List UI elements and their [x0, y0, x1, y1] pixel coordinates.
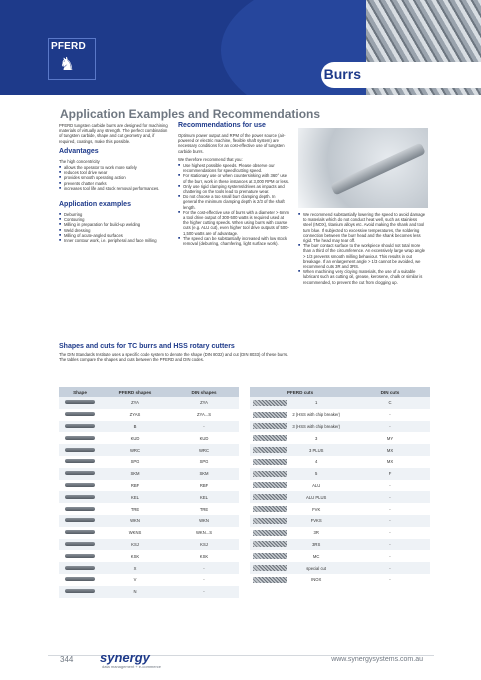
pferd-shape-cell: KSK: [130, 553, 140, 559]
header-shape: Shape: [59, 387, 101, 397]
shape-icon: [59, 409, 101, 421]
table-row: [59, 586, 239, 598]
table-row: [59, 539, 239, 551]
brand-name: PFERD: [51, 41, 86, 52]
burr-shape-icon: [65, 577, 95, 581]
pferd-shape-cell: V: [133, 577, 137, 583]
cuts-table-body: [250, 397, 430, 586]
shape-icon: [59, 444, 101, 456]
pferd-cut-cell: [250, 574, 350, 586]
list-item: ■ reduces tool drive wear: [59, 170, 171, 175]
din-shape-cell: -: [169, 421, 239, 433]
pferd-cut-cell: [250, 491, 350, 503]
pferd-cut-cell: [250, 456, 350, 468]
pferd-shape-cell: ZYAS: [129, 412, 141, 418]
pferd-shape-cell: KEL: [101, 491, 169, 503]
shapes-table-body: [59, 397, 239, 598]
shapes-heading: Shapes and cuts for TC burrs and HSS rotary cutters: [59, 343, 235, 350]
middle-column: [178, 120, 290, 246]
burr-shape-icon: [65, 424, 95, 428]
table-row: [250, 491, 430, 503]
shape-icon: [59, 539, 101, 551]
din-shape-cell: -: [169, 562, 239, 574]
pferd-shape-cell: KSJ: [101, 539, 169, 551]
shape-icon: [59, 491, 101, 503]
recommendations-advise: We therefore recommend that you:: [178, 156, 243, 162]
table-row: [250, 480, 430, 492]
din-shape-cell: WRC: [169, 444, 239, 456]
footer-url[interactable]: www.synergysystems.com.au: [331, 656, 423, 663]
din-shape-cell: ZYA: [169, 397, 239, 409]
list-item: ■ Milling in preparation for build-up welding: [59, 222, 171, 227]
table-row: [250, 397, 430, 409]
burr-shape-icon: [65, 507, 95, 511]
din-cut-cell: MX: [386, 459, 394, 465]
table-header-row: [250, 387, 430, 397]
din-shape-cell: SKM: [169, 468, 239, 480]
advantages-heading: Advantages: [59, 147, 99, 155]
din-shape-cell: KEL: [169, 491, 239, 503]
pferd-cut-cell: [250, 444, 350, 456]
shape-icon: [59, 480, 101, 492]
header-pferd-shapes: PFERD shapes: [101, 387, 169, 397]
burr-shape-icon: [65, 530, 95, 534]
pferd-cut-label: ALU PLUS: [306, 494, 327, 500]
table-row: [59, 421, 239, 433]
pferd-cut-label: 5: [315, 471, 318, 477]
left-column: [59, 123, 171, 243]
right-recommendations-list: [298, 212, 426, 285]
din-shape-cell: TRE: [199, 506, 209, 512]
shapes-table: [59, 387, 239, 598]
list-item: ■ provides smooth operating action: [59, 175, 171, 180]
cut-pattern-icon: [253, 400, 287, 406]
pferd-cut-label: 3: [315, 435, 318, 441]
pferd-cut-cell: [250, 421, 350, 433]
din-cut-cell: -: [350, 491, 430, 503]
din-shape-cell: KSJ: [169, 539, 239, 551]
burr-shape-icon: [65, 495, 95, 499]
list-item: ■ For the cost-effective use of burrs with a diameter > 6mm a tool drive output of 300-500 watts is required used at the higher cutting speeds. When using burrs with coarse cuts (e.g. ALU cut), even higher tool drive outputs of 500-1,500 watts are of advantage.: [178, 210, 290, 236]
advantages-intro: The high concentricity: [59, 158, 100, 164]
header-din-shapes: DIN shapes: [169, 387, 239, 397]
cut-pattern-icon: [253, 412, 287, 418]
shape-icon: [59, 397, 101, 409]
pferd-shape-cell: ZYA: [101, 397, 169, 409]
header-din-cuts: DIN cuts: [350, 387, 430, 397]
pferd-cut-label: FVKS: [310, 518, 322, 524]
shapes-text: [59, 352, 289, 362]
pferd-cut-label: 3RS: [312, 541, 321, 547]
shape-icon: [59, 421, 101, 433]
pferd-cut-cell: [250, 432, 350, 444]
table-row: [250, 421, 430, 433]
list-item: ■ Do not choose a too small burr clamping depth. In general the minimum clamping depth is 2/3 of the shaft length.: [178, 194, 290, 210]
list-item: ■ Only use rigid clamping systems/drives as impacts and chattering on the tools lead to premature wear.: [178, 184, 290, 194]
din-cut-cell: -: [350, 539, 430, 551]
table-row: [250, 539, 430, 551]
list-item: ■ The burr contact surface to the workpiece should not total more than a third of the circumference. An excessively large wrap angle > 1/3 prevents smooth milling behaviour. This results in out breakage. If an enlargement angle > 1/3 cannot be avoided, we recommend cuts 3R and 3RS.: [298, 243, 426, 269]
burr-shape-icon: [65, 566, 95, 570]
burr-shape-icon: [65, 483, 95, 487]
shapes-text-1: The DIN Standards Institute uses a specific code system to denote the shape (DIN 8032) and cut (DIN 8033) of these burrs.: [59, 352, 289, 357]
cut-pattern-icon: [253, 423, 287, 429]
table-row: [250, 550, 430, 562]
table-row: [250, 562, 430, 574]
table-row: [59, 574, 239, 586]
pferd-cut-label: special cut: [306, 565, 327, 571]
table-row: [250, 409, 430, 421]
intro-text: PFERD tungsten carbide burrs are designed for machining materials of virtually any strength. The perfect combination of tungsten carbide, shape and cut geometry and, if required, coatings, make this possible.: [59, 123, 168, 144]
burr-shape-icon: [65, 412, 95, 416]
list-item: ■ Inner contour work, i.e. peripheral and face milling: [59, 238, 171, 243]
applications-list: [59, 212, 171, 243]
table-row: [59, 409, 239, 421]
burr-shape-icon: [65, 436, 95, 440]
pferd-cut-label: 3 (HSS with chip breaker): [292, 423, 341, 429]
recommendations-heading: Recommendations for use: [178, 122, 266, 129]
table-row: [59, 480, 239, 492]
pferd-cut-label: ALU: [312, 482, 321, 488]
right-column: [298, 212, 426, 285]
burr-shape-icon: [65, 589, 95, 593]
cut-pattern-icon: [253, 518, 287, 524]
din-cut-cell: -: [389, 530, 391, 536]
shapes-text-2: The tables compare the shapes and cuts between the PFERD and DIN codes.: [59, 357, 205, 363]
pferd-cut-cell: [250, 527, 350, 539]
shape-icon: [59, 515, 101, 527]
pferd-shape-cell: KUD: [130, 435, 140, 441]
table-row: [250, 468, 430, 480]
list-item: ■ Deburring: [59, 212, 171, 217]
grinder-photo: [298, 128, 428, 208]
din-shape-cell: WKN...S: [195, 530, 213, 536]
page-number: 344: [60, 655, 74, 664]
din-cut-cell: -: [350, 515, 430, 527]
pferd-cut-label: MC: [312, 553, 320, 559]
din-shape-cell: -: [203, 577, 205, 583]
burr-shape-icon: [65, 542, 95, 546]
table-row: [59, 432, 239, 444]
list-item: ■ We recommend substantially lowering the speed to avoid damage to materials which do not conduct heat well, such as stainless steel (INOX), titanium alloys etc. Avoid making the shank and tool turn blue. If subjected to excessive temperatures, the soldering connection between the burr head and the shank becomes less rigid. The head may tear off.: [298, 212, 426, 243]
burr-shape-icon: [65, 459, 95, 463]
synergy-tagline: data management + e-commerce: [102, 664, 162, 669]
shape-icon: [59, 586, 101, 598]
table-row: [59, 468, 239, 480]
shape-icon: [59, 562, 101, 574]
burr-shape-icon: [65, 400, 95, 404]
pferd-cut-cell: [250, 539, 350, 551]
din-shape-cell: RBF: [199, 482, 209, 488]
table-header-row: [59, 387, 239, 397]
list-item: ■ Weld dressing: [59, 228, 171, 233]
pferd-cut-cell: [250, 550, 350, 562]
cut-pattern-icon: [253, 494, 287, 500]
din-cut-cell: -: [389, 577, 391, 583]
din-cut-cell: -: [389, 506, 391, 512]
list-item: ■ When machining very cloying materials, the use of a suitable lubricant such as cutting oil, grease, kerosene, chalk or similar is recommended, to prevent the cut from clogging up.: [298, 269, 426, 285]
pferd-cut-label: 3 PLUS: [308, 447, 324, 453]
table-row: [250, 527, 430, 539]
header-pferd-cuts: PFERD cuts: [250, 387, 350, 397]
cut-pattern-icon: [253, 530, 287, 536]
horse-icon: ♞: [59, 54, 76, 74]
pferd-cut-label: FVK: [312, 506, 321, 512]
pferd-cut-label: 1: [315, 400, 318, 406]
pferd-shape-cell: RBF: [130, 482, 140, 488]
pferd-cut-label: 4: [315, 459, 318, 465]
din-cut-cell: MX: [350, 444, 430, 456]
list-item: ■ For stationary use or when countersinking with 360° use of the burr, work in these instances at 3,000 RPM or less.: [178, 173, 290, 183]
din-cut-cell: C: [350, 397, 430, 409]
table-row: [59, 550, 239, 562]
din-shape-cell: WKN: [169, 515, 239, 527]
burr-shape-icon: [65, 554, 95, 558]
page-heading: Application Examples and Recommendations: [60, 107, 321, 121]
cuts-table: [250, 387, 430, 586]
list-item: ■ Milling of acute-angled surfaces: [59, 233, 171, 238]
table-row: [59, 562, 239, 574]
table-row: [59, 444, 239, 456]
shape-icon: [59, 503, 101, 515]
din-cut-cell: MY: [386, 435, 394, 441]
table-row: [59, 527, 239, 539]
pferd-shape-cell: SKM: [101, 468, 169, 480]
din-cut-cell: -: [389, 412, 391, 418]
table-row: [59, 491, 239, 503]
pferd-shape-cell: X: [101, 562, 169, 574]
pferd-cut-cell: [250, 480, 350, 492]
pferd-cut-cell: [250, 468, 350, 480]
table-row: [250, 515, 430, 527]
din-shape-cell: ZYA...S: [196, 412, 212, 418]
list-item: ■ The speed can be substantially increased with low stock removal (deburring, chamfering, light surface work).: [178, 236, 290, 246]
pferd-cut-label: 2 (HSS with chip breaker): [292, 412, 341, 418]
pferd-shape-cell: TRE: [130, 506, 140, 512]
table-row: [250, 574, 430, 586]
list-item: ■ allows the operator to work more safely: [59, 165, 171, 170]
shape-icon: [59, 468, 101, 480]
cut-pattern-icon: [253, 506, 287, 512]
shape-icon: [59, 550, 101, 562]
table-row: [250, 444, 430, 456]
list-item: ■ Use highest possible speeds. Please observe our recommendations for speed/cutting speed.: [178, 163, 290, 173]
shape-icon: [59, 574, 101, 586]
pferd-logo: [48, 38, 96, 80]
pferd-shape-cell: B: [101, 421, 169, 433]
pferd-shape-cell: N: [101, 586, 169, 598]
pferd-cut-cell: [250, 562, 350, 574]
din-cut-cell: -: [389, 553, 391, 559]
din-cut-cell: -: [389, 482, 391, 488]
pferd-shape-cell: WKN: [101, 515, 169, 527]
din-shape-cell: SPG: [199, 459, 209, 465]
shape-icon: [59, 456, 101, 468]
din-cut-cell: -: [350, 562, 430, 574]
cut-pattern-icon: [253, 565, 287, 571]
recommendations-list: [178, 163, 290, 246]
pferd-shape-cell: WKNS: [128, 530, 142, 536]
recommendations-intro: Optimum power output and RPM of the power source (air-powered or electric machine, flexible shaft system) are necessary conditions for an cost-effective use of tungsten carbide burrs.: [178, 133, 286, 154]
cut-pattern-icon: [253, 435, 287, 441]
cut-pattern-icon: [253, 459, 287, 465]
list-item: ■ prevents chatter marks: [59, 181, 171, 186]
list-item: ■ Contouring: [59, 217, 171, 222]
pferd-cut-label: 3R: [313, 530, 319, 536]
burr-shape-icon: [65, 471, 95, 475]
burr-shape-icon: [65, 518, 95, 522]
shape-icon: [59, 527, 101, 539]
pferd-shape-cell: SPG: [130, 459, 140, 465]
pferd-cut-cell: [250, 515, 350, 527]
pferd-cut-label: INOX: [311, 577, 322, 583]
din-cut-cell: F: [350, 468, 430, 480]
din-shape-cell: -: [169, 586, 239, 598]
cut-pattern-icon: [253, 553, 287, 559]
cut-pattern-icon: [253, 541, 287, 547]
table-row: [59, 515, 239, 527]
table-row: [59, 397, 239, 409]
burr-shape-icon: [65, 448, 95, 452]
title-pill: [321, 62, 481, 88]
page-category-title: Burrs: [323, 66, 361, 82]
cut-pattern-icon: [253, 577, 287, 583]
cut-pattern-icon: [253, 447, 287, 453]
pferd-cut-cell: [250, 503, 350, 515]
din-shape-cell: KUD: [199, 435, 209, 441]
cut-pattern-icon: [253, 482, 287, 488]
pferd-shape-cell: WRC: [101, 444, 169, 456]
din-cut-cell: -: [350, 421, 430, 433]
table-row: [250, 432, 430, 444]
applications-heading: Application examples: [59, 201, 131, 209]
pferd-cut-cell: [250, 397, 350, 409]
shape-icon: [59, 432, 101, 444]
synergy-logo: synergy: [100, 650, 150, 665]
table-row: [250, 456, 430, 468]
pferd-cut-cell: [250, 409, 350, 421]
cut-pattern-icon: [253, 471, 287, 477]
table-row: [59, 503, 239, 515]
list-item: ■ increases tool life and stock removal performances.: [59, 186, 171, 191]
table-row: [250, 503, 430, 515]
din-shape-cell: KSK: [199, 553, 209, 559]
table-row: [59, 456, 239, 468]
advantages-list: [59, 165, 171, 191]
